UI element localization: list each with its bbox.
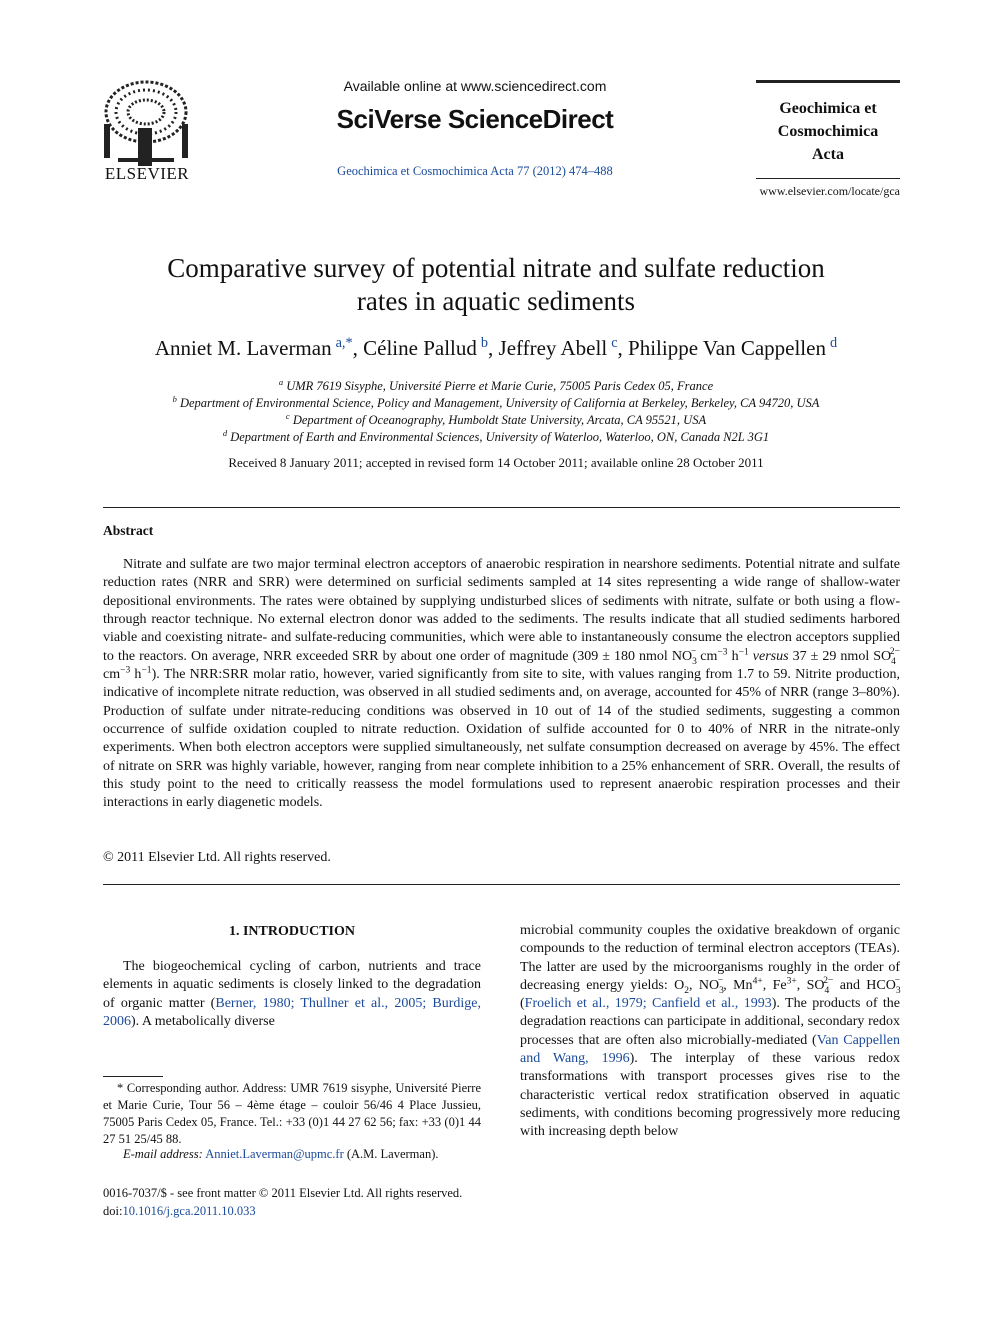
author-separator: ,	[617, 336, 629, 360]
intro-paragraph-right: microbial community couples the oxidative breakdown of organic compounds to the reduction of terminal electron acceptors (TEAs). The latter are used by the microorganisms roughly in the order of decreasing energy yields: $O_2$, $NO_3^-$, $Mn^{4+}$, $Fe^{3+}$, $SO_4^{2-}$ and $HCO_3^-$ (Froelich et al., 1979; Canfield et al., 1993). The products of the degradation reactions can participate in additional, secondary redox processes that are often also microbially-mediated (Van Cappellen and Wang, 1996). The interplay of these various redox transformations with transport processes gives rise to the characteristic vertical redox stratification observed in aquatic sediments, with conditions becoming progressively more reducing with increasing depth below	[520, 923, 901, 1140]
divider	[103, 507, 900, 508]
divider	[103, 884, 900, 885]
author-separator: ,	[352, 336, 364, 360]
title-line: Comparative survey of potential nitrate and sulfate reduction	[167, 253, 825, 283]
publisher-name: ELSEVIER	[104, 164, 190, 183]
author-name[interactable]: Philippe Van Cappellen	[628, 336, 826, 360]
reference-link[interactable]: Froelich et al., 1979; Canfield et al., 1993	[524, 996, 772, 1012]
elsevier-logo	[98, 76, 196, 184]
author-affiliation-mark[interactable]: b	[480, 335, 489, 351]
reference-link[interactable]: Berner, 1980; Thullner et al., 2005; Burdige, 2006	[103, 995, 482, 1030]
abstract-copyright: © 2011 Elsevier Ltd. All rights reserved.	[103, 850, 331, 865]
doi-line: doi:10.1016/j.gca.2011.10.033	[103, 1204, 256, 1218]
journal-title-box	[756, 80, 900, 179]
doi-link[interactable]: 10.1016/j.gca.2011.10.033	[122, 1204, 256, 1218]
title-line: rates in aquatic sediments	[356, 286, 636, 316]
journal-title-line: Acta	[812, 146, 844, 163]
affiliation-item: $^a$ UMR 7619 Sisyphe, Université Pierre et Marie Curie, 75005 Paris Cedex 05, France	[278, 376, 714, 393]
abstract-body: Nitrate and sulfate are two major terminal electron acceptors of anaerobic respiration in nearshore sediments. Potential nitrate and sulfate reduction rates (NRR and SRR) were determined on surficial sediments sampled at 14 sites representing a wide range of shallow-water depositional environments. The rates were obtained by supplying undisturbed slices of sediments with nitrate, sulfate or both using a flow-through reactor technique. No external electron donor was added to the sediments. The results indicate that all studied sediments harbored viable and coexisting nitrate- and sulfate-reducing communities, which were able to instantaneously consume the electron acceptors supplied to the reactors. On average, NRR exceeded SRR by about one order of magnitude (309 ± 180 nmol $NO_3^-$ $cm^{-3}$ $h^{-1}$ versus 37 ± 29 nmol $SO_4^{2-}$ $cm^{-3}$ $h^{-1}$). The NRR:SRR molar ratio, however, varied significantly from site to site, with values ranging from 1.7 to 59. Nitrite production, indicative of incomplete nitrate reduction, was observed in all studied sediments and, on average, accounted for 45% of NRR (range 3–80%). Production of sulfate under nitrate-reducing conditions was observed in 10 out of 14 of the studied sediments, suggesting a common occurrence of sulfide oxidation coupled to nitrate reduction. Oxidation of sulfide accounted for 0 to 40% of NRR in the nitrate-only experiments. When both electron acceptors were supplied simultaneously, net sulfate consumption decreased on average by 45%. The effect of nitrate on SRR was highly variable, however, ranging from near complete inhibition to a 25% enhancement of SRR. Overall, the results of this study point to the need to critically reassess the model formulations used to represent anaerobic respiration processes and their interactions in early diagenetic models.	[103, 557, 901, 811]
reference-link[interactable]: Van Cappellen and Wang, 1996	[520, 1032, 900, 1067]
author-name[interactable]: Céline Pallud	[363, 336, 477, 360]
author-affiliation-mark[interactable]: a,*	[335, 335, 353, 351]
author-separator: ,	[488, 336, 499, 360]
article-title	[100, 252, 892, 318]
sciencedirect-brand[interactable]: SciVerse ScienceDirect	[336, 104, 614, 134]
available-online-text[interactable]: Available online at www.sciencedirect.com	[343, 78, 607, 94]
footnote-rule	[103, 1076, 163, 1077]
journal-title-line: Cosmochimica	[777, 123, 879, 140]
author-affiliation-mark[interactable]: c	[611, 335, 618, 351]
affiliation-item: $^b$ Department of Environmental Science, Policy and Management, University of California at Berkeley, Berkeley, CA 94720, USA	[172, 393, 820, 410]
journal-url[interactable]: www.elsevier.com/locate/gca	[759, 184, 900, 198]
author-affiliation-mark[interactable]: d	[829, 335, 838, 351]
email-link[interactable]: Anniet.Laverman@upmc.fr	[205, 1147, 344, 1161]
corresponding-author-footnote: * Corresponding author. Address: UMR 7619 sisyphe, Université Pierre et Marie Curie, Tour 56 – 4ème étage – couloir 56/46 4 Place Jussieu, 75005 Paris Cedex 05, France. Tel.: +33 (0)1 44 27 62 56; fax: +33 (0)1 44 27 51 25/45 88.	[103, 1081, 481, 1146]
email-footnote: E-mail address: Anniet.Laverman@upmc.fr (A.M. Laverman).	[123, 1147, 439, 1161]
affiliation-item: $^d$ Department of Earth and Environmental Sciences, University of Waterloo, Waterloo, ON, Canada N2L 3G1	[222, 427, 770, 444]
abstract-heading: Abstract	[103, 523, 154, 538]
section-heading-introduction: 1. INTRODUCTION	[228, 924, 355, 939]
issn-line: 0016-7037/$ - see front matter © 2011 Elsevier Ltd. All rights reserved.	[103, 1186, 463, 1200]
intro-paragraph-left: The biogeochemical cycling of carbon, nutrients and trace elements in aquatic sediments is closely linked to the degradation of organic matter (Berner, 1980; Thullner et al., 2005; Burdige, 2006). A metabolically diverse	[103, 959, 482, 1030]
affiliation-item: $^c$ Department of Oceanography, Humboldt State University, Arcata, CA 95521, USA	[285, 410, 707, 427]
author-name[interactable]: Jeffrey Abell	[498, 336, 608, 360]
article-dates: Received 8 January 2011; accepted in revised form 14 October 2011; available online 28 October 2011	[228, 455, 764, 470]
author-list	[100, 336, 892, 361]
author-name[interactable]: Anniet M. Laverman	[154, 336, 332, 360]
front-matter	[103, 1184, 462, 1220]
affiliation-list	[100, 378, 892, 446]
journal-citation-link[interactable]: Geochimica et Cosmochimica Acta 77 (2012) 474–488	[337, 164, 613, 178]
journal-title-line: Geochimica et	[779, 100, 877, 117]
